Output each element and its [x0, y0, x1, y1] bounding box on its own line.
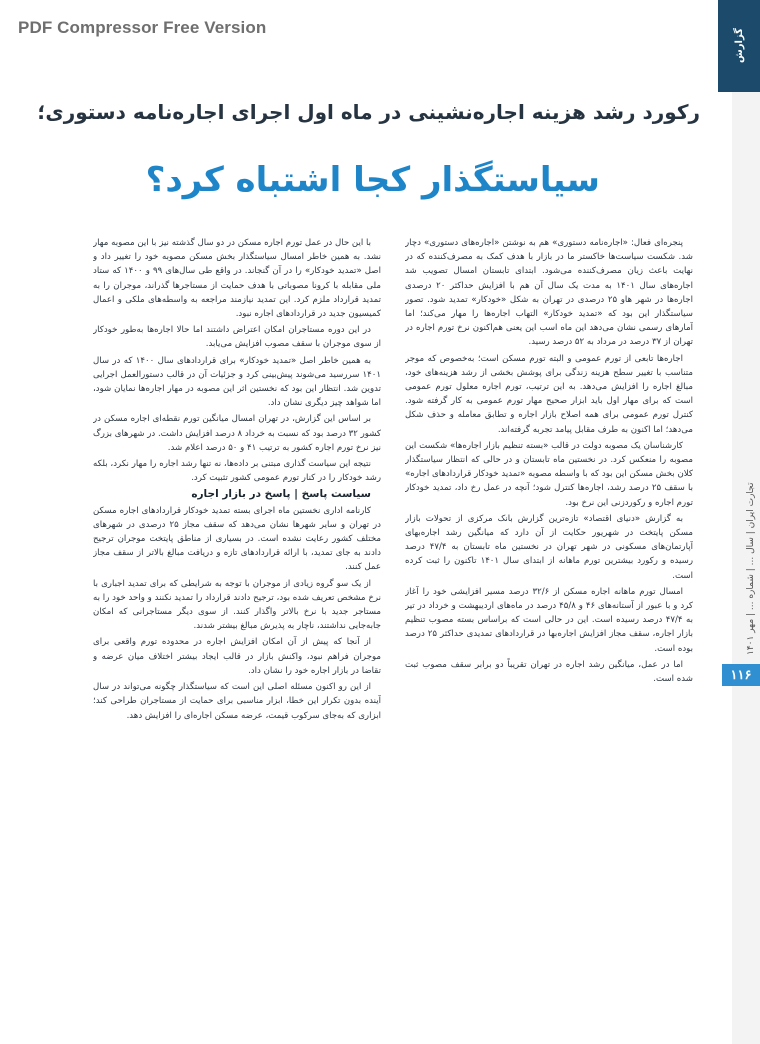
paragraph: بر اساس این گزارش، در تهران امسال میانگین تورم نقطه‌ای اجاره مسکن در کشور ۳۲ درصد بود که نسبت به خرداد ۸ درصد افزایش داشت. در شهرهای بزرگ نیز نرخ تورم اجاره کشور به ترتیب ۴۱ و ۵۰ درصد اعلام شد. — [93, 414, 381, 453]
section-subheading: سیاست پاسخ | پاسخ در بازار اجاره — [191, 488, 371, 501]
section-tab-label: گزارش — [733, 28, 745, 64]
right-column — [405, 236, 693, 971]
magazine-issue-info: تجارت ایران | سال ... | شماره ... | مهر ۱۴۰۱ — [746, 482, 756, 655]
article-headline: سیاستگذار کجا اشتباه کرد؟ — [145, 160, 600, 200]
paragraph: امسال تورم ماهانه اجاره مسکن از ۳۲/۶ درصد مسیر افزایشی خود را آغاز کرد و با عبور از آستانه‌های ۴۶ و ۴۵/۸ درصد در ماه‌های اردیبهشت و خرداد در تیر به ۴۷/۴ درصد رسیده است. این در حالی است که براساس بسته مصوب تنظیم بازار اجاره، سقف مجاز افزایش اجاره‌بها در قراردادهای تمدیدی حداکثر ۲۵ درصد بوده است. — [405, 586, 693, 654]
paragraph: از یک سو گروه زیادی از موجران با توجه به شرایطی که برای تمدید اجباری با نرخ مشخص تعریف شده بود، ترجیح دادند قرارداد را تمدید نکنند و واحد خود را به مستاجر جدید با نرخ بالاتر واگذار کنند. از سوی دیگر مستاجرانی که امکان جابه‌جایی نداشتند، ناچار به پذیرش مبالغ بیشتر شدند. — [93, 578, 381, 632]
paragraph: پنجره‌ای فعال: «اجاره‌نامه دستوری» هم به نوشتن «اجاره‌های دستوری» دچار شد. شکست سیاست‌ها خاکستر ما در بازار با هدف کمک به مصرف‌کننده که در نهایت باعث زیان مصرف‌کننده می‌شود. ابتدای تابستان امسال تصویب شد اجاره‌های سال ۱۴۰۱ به مدت یک سال آن هم با افزایش حداکثر ۲۰ درصدی اجاره‌ها در شهر هاو ۲۵ درصدی در تهران به شکل «خودکار» تمدید شود. تصور سیاستگذار این بود که «تمدید خودکار» التهاب اجاره‌ها را مهار می‌کند؛ اما آمارهای رسمی نشان می‌دهد این ماه اسب این یعنی هم‌اکنون نرخ تورم اجاره در تهران از ۳۷ درصد در مرداد به ۵۲ درصد رسید. — [405, 238, 693, 348]
paragraph: با این حال در عمل تورم اجاره مسکن در دو سال گذشته نیز با این مصوبه مهار نشد. به همین خاطر امسال سیاستگذار بخش مسکن مصوبه خود را تغییر داد و اصل «تمدید خودکار» را در آن گنجاند. در واقع طی سال‌های ۹۹ و ۱۴۰۰ که ستاد ملی مقابله با کرونا مصوباتی با هدف حمایت از مستاجرها گذراند، موجران را به تمدید قرارداد ملزم کرد. این تمدید نیازمند مراجعه به واسطه‌های ملکی و اعمال کمیسیون جدید در قراردادهای اجاره نبود. — [93, 238, 381, 320]
paragraph: به همین خاطر اصل «تمدید خودکار» برای قراردادهای سال ۱۴۰۰ که در سال ۱۴۰۱ سررسید می‌شوند پیش‌بینی کرد و جزئیات آن در قالب دستورالعمل اجرایی تدوین شد. انتظار این بود که نخستین اثر این مصوبه در مهار اجاره‌ها نمایان شود، اما شواهد چیز دیگری نشان داد. — [93, 355, 381, 409]
paragraph: کارنامه اداری نخستین ماه اجرای بسته تمدید خودکار قراردادهای اجاره مسکن در تهران و سایر شهرها نشان می‌دهد که سقف مجاز ۲۵ درصدی در شهرهای مختلف کشور رعایت نشده است. در بسیاری از مناطق پایتخت موجران ترجیح دادند به جای تمدید، با ارائه قراردادهای تازه و دریافت مبالغ بالاتر از سقف مجاز عمل کنند. — [93, 505, 381, 573]
paragraph: نتیجه این سیاست گذاری مبتنی بر داده‌ها، نه تنها رشد اجاره را مهار نکرد، بلکه رشد خودکار را در کنار تورم عمومی کشور تثبیت کرد. — [93, 459, 381, 484]
page-number: ۱۱۶ — [722, 664, 760, 686]
pdf-compressor-watermark: PDF Compressor Free Version — [18, 18, 267, 37]
paragraph: اما در عمل، میانگین رشد اجاره در تهران تقریباً دو برابر سقف مصوب ثبت شده است. — [405, 659, 693, 685]
paragraph: به گزارش «دنیای اقتصاد» تازه‌ترین گزارش بانک مرکزی از تحولات بازار مسکن پایتخت در شهریور حکایت از آن دارد که میانگین رشد اجاره‌بهای آپارتمان‌های مسکونی در شهر تهران در نخستین ماه تابستان به ۴۷/۴ درصد رسیده و رکورد بیشترین تورم ماهانه از ابتدای سال ۱۴۰۱ تاکنون را ثبت کرده است. — [405, 513, 693, 581]
article-kicker: رکورد رشد هزینه اجاره‌نشینی در ماه اول اجرای اجاره‌نامه دستوری؛ — [37, 100, 700, 124]
paragraph: کارشناسان یک مصوبه دولت در قالب «بسته تنظیم بازار اجاره‌ها» شکست این مصوبه را منعکس کرد. در نخستین ماه تابستان و در حالی که انتظار سیاستگذار کلان بخش مسکن این بود که با واسطه مصوبه «تمدید خودکار قراردادهای اجاره» با سقف ۲۵ درصد رشد، اجاره‌ها کنترل شود؛ آنچه در عمل رخ داد، تمدید خودکار تورم اجاره و رکوردزنی این نرخ بود. — [405, 440, 693, 508]
left-column — [93, 236, 381, 971]
paragraph: اجاره‌ها تابعی از تورم عمومی و البته تورم مسکن است؛ به‌خصوص که موجر متناسب با تغییر سطح هزینه زندگی برای پوشش بخشی از رشد هزینه‌های خود، مبالغ اجاره را افزایش می‌دهد. به این ترتیب، تورم اجاره معلول تورم عمومی است که برای مهار اول باید ابزار صحیح مهار تورم عمومی به کار گرفته شود. کنترل تورم عمومی برای همه اصلاح بازار اجاره و تطابق معامله و حذف شکل می‌دهد؛ اما اکنون به طرف مقابل پیامد تجربه گرفته‌اند. — [405, 353, 693, 435]
paragraph: در این دوره مستاجران امکان اعتراض داشتند اما حالا اجاره‌ها به‌طور خودکار از سوی موجران با سقف مصوب افزایش می‌یابد. — [93, 325, 381, 350]
section-tab — [718, 0, 760, 92]
article-body — [93, 236, 693, 971]
paragraph: از آنجا که پیش از آن امکان افزایش اجاره در محدوده تورم واقعی برای موجران فراهم نبود، واکنش بازار در قالب ایجاد بیشتر اختلاف میان عرضه و تقاضا در بازار اجاره خود را نشان داد. — [93, 637, 381, 676]
paragraph: از این رو اکنون مسئله اصلی این است که سیاستگذار چگونه می‌تواند در سال آینده بدون تکرار این خطا، ابزار مناسبی برای حمایت از مستاجران طراحی کند؛ ابزاری که به‌جای سرکوب قیمت، عرضه مسکن اجاره‌ای را افزایش دهد. — [93, 682, 381, 721]
